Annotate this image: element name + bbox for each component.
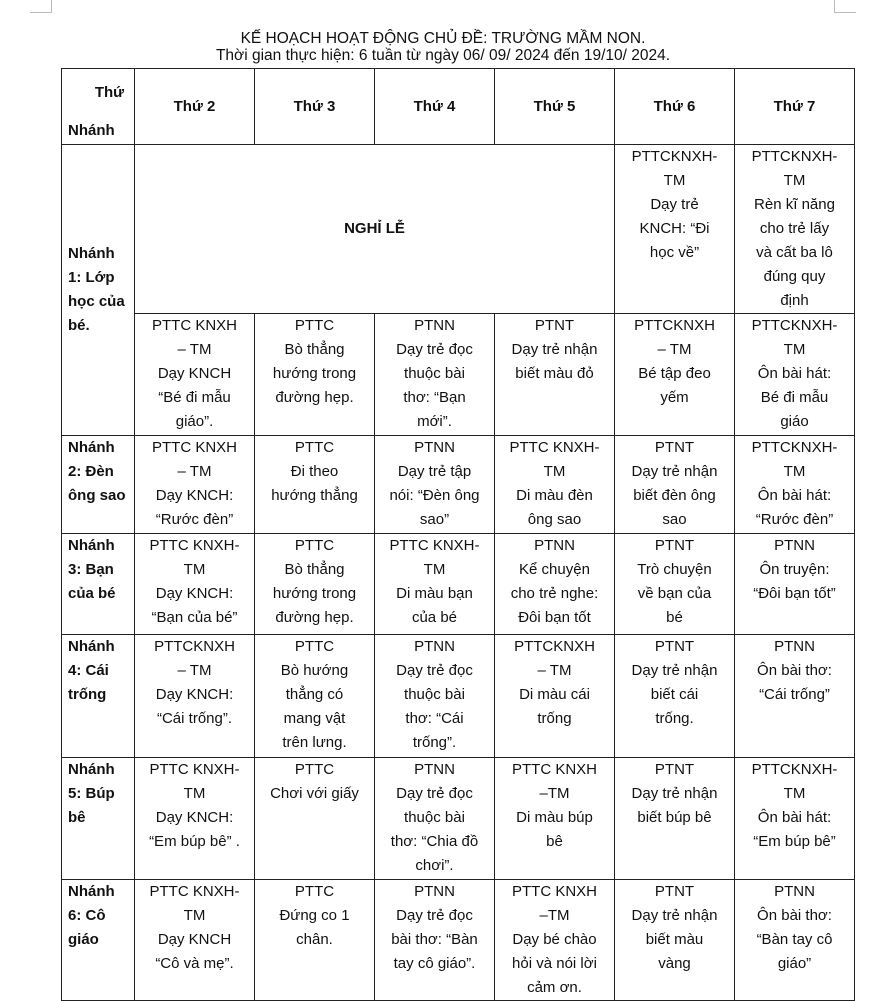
cell-line: về bạn của <box>637 585 712 602</box>
activity-cell <box>135 436 255 534</box>
cell-line: biết cái <box>650 686 699 703</box>
cell-line: mang vật <box>283 710 346 727</box>
cell-line: cảm ơn. <box>527 979 582 996</box>
corner-header-cell <box>62 69 135 145</box>
cell-line: Ôn bài thơ: <box>757 907 832 924</box>
cell-line: PTTCKNXH- <box>751 439 838 456</box>
activity-cell <box>735 635 855 758</box>
activity-cell <box>375 436 495 534</box>
cell-line: Đi theo <box>290 463 339 480</box>
cell-line: TM <box>783 341 806 358</box>
cell-line: bài thơ: “Bàn <box>391 931 478 948</box>
corner-label-branch: Nhánh <box>68 122 115 139</box>
activity-cell <box>135 880 255 1001</box>
activity-cell <box>495 758 615 880</box>
cell-line: Bé đi mẫu <box>760 389 829 406</box>
activity-cell <box>255 635 375 758</box>
cell-line: – TM <box>177 662 212 679</box>
cell-line: KNCH: “Đi <box>639 220 710 237</box>
cell-line: PTTC <box>294 761 335 778</box>
corner-label-day: Thứ <box>94 84 124 101</box>
cell-line: TM <box>783 463 806 480</box>
cell-line: trên lưng. <box>282 734 347 751</box>
activity-cell <box>495 436 615 534</box>
cell-line: thuộc bài <box>404 809 465 826</box>
cell-line: Dạy bé chào <box>512 931 597 948</box>
cell-line: Đôi bạn tốt <box>518 609 591 626</box>
cell-line: PTTC KNXH <box>151 317 237 334</box>
cell-line: TM <box>423 561 446 578</box>
activity-cell <box>615 635 735 758</box>
cell-line: PTNT <box>654 883 695 900</box>
cell-line: Dạy trẻ tập <box>397 463 472 480</box>
activity-cell <box>615 880 735 1001</box>
activity-cell <box>735 436 855 534</box>
cell-line: biết màu <box>645 931 704 948</box>
table-row <box>62 635 855 758</box>
cell-line: –TM <box>539 785 570 802</box>
cell-line: Dạy KNCH <box>157 365 232 382</box>
activity-cell <box>255 758 375 880</box>
cell-line: Đứng co 1 <box>279 907 350 924</box>
cell-line: Bò thẳng <box>284 561 345 578</box>
cell-line: PTNN <box>774 638 815 655</box>
activity-cell <box>615 534 735 635</box>
cell-line: Trò chuyện <box>637 561 712 578</box>
cell-line: giáo” <box>777 955 812 972</box>
day-header: Thứ 6 <box>615 69 735 145</box>
cell-line: Dạy KNCH: <box>155 686 234 703</box>
cell-line: PTTC <box>294 638 335 655</box>
cell-line: PTNT <box>654 439 695 456</box>
activity-cell <box>375 635 495 758</box>
cell-line: PTTC KNXH <box>511 883 597 900</box>
activity-cell <box>255 436 375 534</box>
cell-line: Dạy trẻ đọc <box>396 662 473 679</box>
cell-line: PTTC <box>294 317 335 334</box>
cell-line: Di màu búp <box>516 809 593 826</box>
cell-line: PTTC KNXH- <box>389 537 480 554</box>
cell-line: Dạy trẻ nhận <box>631 662 718 679</box>
cell-line: sao” <box>419 511 450 528</box>
cell-line: PTNN <box>414 761 455 778</box>
activity-cell <box>735 145 855 314</box>
cell-line: đúng quy <box>763 268 826 285</box>
cell-line: TM <box>783 785 806 802</box>
cell-line: PTTCKNXH <box>154 638 235 655</box>
cell-line: biết đèn ông <box>633 487 716 504</box>
cell-line: hướng thẳng <box>271 487 358 504</box>
cell-line: – TM <box>177 463 212 480</box>
activity-cell <box>615 758 735 880</box>
cell-line: tay cô giáo”. <box>393 955 476 972</box>
cell-line: TM <box>183 785 206 802</box>
cell-line: PTTC <box>294 439 335 456</box>
activity-cell <box>375 758 495 880</box>
cell-line: TM <box>663 172 686 189</box>
cell-line: Bò thẳng <box>284 341 345 358</box>
table-row <box>62 880 855 1001</box>
cell-line: Dạy KNCH: <box>155 809 234 826</box>
cell-line: “Em búp bê” . <box>149 833 240 850</box>
cell-line: Rèn kĩ năng <box>754 196 835 213</box>
cell-line: “Bàn tay cô <box>756 931 833 948</box>
cell-line: – TM <box>177 341 212 358</box>
cell-line: yếm <box>660 389 689 406</box>
cell-line: PTNN <box>414 317 455 334</box>
cell-line: –TM <box>539 907 570 924</box>
cell-line: “Bé đi mẫu <box>158 389 231 406</box>
cell-line: PTTC KNXH- <box>149 883 240 900</box>
cell-line: PTTCKNXH- <box>751 317 838 334</box>
page-corner-mark-right <box>834 0 856 13</box>
cell-line: TM <box>543 463 566 480</box>
cell-line: biết màu đỏ <box>515 365 594 382</box>
cell-line: định <box>780 292 809 309</box>
cell-line: Ôn bài thơ: <box>757 662 832 679</box>
cell-line: PTTC KNXH <box>151 439 237 456</box>
page-corner-mark-left <box>30 0 52 13</box>
cell-line: TM <box>183 561 206 578</box>
branch-label: Nhánh 2: Đèn ông sao <box>62 436 135 534</box>
cell-line: ông sao <box>527 511 582 528</box>
day-header: Thứ 4 <box>375 69 495 145</box>
day-header: Thứ 2 <box>135 69 255 145</box>
cell-line: “Em búp bê” <box>753 833 836 850</box>
cell-line: PTNN <box>774 883 815 900</box>
table-row <box>62 145 855 314</box>
cell-line: thơ: “Chia đồ <box>390 833 479 850</box>
header-row <box>62 69 855 145</box>
cell-line: của bé <box>411 609 458 626</box>
cell-line: “Cái trống” <box>759 686 830 703</box>
cell-line: Dạy trẻ đọc <box>396 785 473 802</box>
cell-line: Dạy trẻ nhận <box>631 463 718 480</box>
cell-line: PTTC <box>294 883 335 900</box>
document-title <box>0 30 886 64</box>
cell-line: PTNN <box>414 638 455 655</box>
cell-line: chơi”. <box>415 857 454 874</box>
title-line-2: Thời gian thực hiện: 6 tuần từ ngày 06/ 09/ 2024 đến 19/10/ 2024. <box>215 47 671 64</box>
cell-line: PTNN <box>414 439 455 456</box>
activity-cell <box>615 314 735 436</box>
cell-line: thuộc bài <box>404 686 465 703</box>
cell-line: Bé tập đeo <box>638 365 711 382</box>
cell-line: hướng trong <box>272 365 357 382</box>
cell-line: Kể chuyện <box>519 561 590 578</box>
cell-line: trống”. <box>412 734 457 751</box>
cell-line: Dạy trẻ nhận <box>631 907 718 924</box>
cell-line: PTNN <box>414 883 455 900</box>
cell-line: PTNT <box>654 638 695 655</box>
cell-line: trống <box>537 710 572 727</box>
cell-line: PTTCKNXH <box>514 638 595 655</box>
cell-line: thẳng có <box>285 686 344 703</box>
branch-label: Nhánh 6: Cô giáo <box>62 880 135 1001</box>
cell-line: Dạy trẻ nhận <box>511 341 598 358</box>
cell-line: vàng <box>658 955 691 972</box>
cell-line: PTNT <box>654 761 695 778</box>
cell-line: đường hẹp. <box>275 609 354 626</box>
cell-line: PTNN <box>534 537 575 554</box>
cell-line: bê <box>546 833 563 850</box>
cell-line: “Bạn của bé” <box>151 609 238 626</box>
cell-line: thuộc bài <box>404 365 465 382</box>
plan-table <box>61 68 855 1001</box>
cell-line: PTTCKNXH- <box>751 148 838 165</box>
day-header: Thứ 7 <box>735 69 855 145</box>
activity-cell <box>615 145 735 314</box>
cell-line: thơ: “Bạn <box>403 389 466 406</box>
cell-line: – TM <box>657 341 692 358</box>
cell-line: và cất ba lô <box>756 244 833 261</box>
title-line-1: KẾ HOẠCH HOẠT ĐỘNG CHỦ ĐỀ: TRƯỜNG MẦM NON. <box>240 30 646 47</box>
cell-line: sao <box>662 511 687 528</box>
cell-line: – TM <box>537 662 572 679</box>
cell-line: Bò hướng <box>280 662 349 679</box>
cell-line: Ôn truyện: <box>759 561 830 578</box>
cell-line: biết búp bê <box>637 809 712 826</box>
activity-cell <box>735 314 855 436</box>
activity-cell <box>375 534 495 635</box>
cell-line: Ôn bài hát: <box>757 487 832 504</box>
cell-line: Ôn bài hát: <box>757 809 832 826</box>
cell-line: giáo <box>780 413 809 430</box>
day-header: Thứ 3 <box>255 69 375 145</box>
cell-line: Dạy trẻ đọc <box>396 907 473 924</box>
cell-line: PTNT <box>654 537 695 554</box>
activity-cell <box>255 534 375 635</box>
cell-line: Chơi với giấy <box>270 785 359 802</box>
table-row <box>62 436 855 534</box>
activity-cell <box>615 436 735 534</box>
holiday-cell: NGHỈ LỄ <box>135 145 615 314</box>
activity-cell <box>375 880 495 1001</box>
cell-line: TM <box>783 172 806 189</box>
activity-cell <box>495 314 615 436</box>
cell-line: PTTC KNXH <box>511 761 597 778</box>
cell-line: đường hẹp. <box>275 389 354 406</box>
branch-label: Nhánh 1: Lớp học của bé. <box>62 145 135 436</box>
cell-line: Di màu bạn <box>396 585 473 602</box>
activity-cell <box>255 880 375 1001</box>
table-row <box>62 314 855 436</box>
cell-line: thơ: “Cái <box>405 710 464 727</box>
branch-label: Nhánh 4: Cái trống <box>62 635 135 758</box>
activity-cell <box>495 534 615 635</box>
cell-line: Di màu đèn <box>516 487 593 504</box>
cell-line: trống. <box>655 710 694 727</box>
cell-line: Ôn bài hát: <box>757 365 832 382</box>
cell-line: PTNN <box>774 537 815 554</box>
cell-line: PTTC KNXH- <box>509 439 600 456</box>
cell-line: PTTC KNXH- <box>149 761 240 778</box>
branch-label: Nhánh 5: Búp bê <box>62 758 135 880</box>
activity-cell <box>135 534 255 635</box>
cell-line: cho trẻ nghe: <box>510 585 599 602</box>
cell-line: “Cái trống”. <box>156 710 233 727</box>
activity-cell <box>135 758 255 880</box>
cell-line: hướng trong <box>272 585 357 602</box>
activity-cell <box>135 314 255 436</box>
cell-line: Dạy trẻ <box>650 196 699 213</box>
cell-line: “Rước đèn” <box>155 511 234 528</box>
cell-line: Di màu cái <box>519 686 590 703</box>
cell-line: học về” <box>649 244 700 261</box>
cell-line: cho trẻ lấy <box>759 220 830 237</box>
activity-cell <box>495 880 615 1001</box>
cell-line: PTTCKNXH <box>634 317 715 334</box>
table-row <box>62 534 855 635</box>
cell-line: PTTCKNXH- <box>751 761 838 778</box>
cell-line: “Rước đèn” <box>755 511 834 528</box>
activity-cell <box>735 758 855 880</box>
activity-cell <box>735 880 855 1001</box>
cell-line: Dạy trẻ đọc <box>396 341 473 358</box>
cell-line: Dạy KNCH: <box>155 585 234 602</box>
activity-cell <box>135 635 255 758</box>
cell-line: “Cô và mẹ”. <box>155 955 234 972</box>
cell-line: PTTC <box>294 537 335 554</box>
cell-line: PTNT <box>534 317 575 334</box>
day-header: Thứ 5 <box>495 69 615 145</box>
cell-line: Dạy KNCH <box>157 931 232 948</box>
cell-line: mới”. <box>417 413 452 430</box>
cell-line: PTTC KNXH- <box>149 537 240 554</box>
cell-line: Dạy KNCH: <box>155 487 234 504</box>
activity-cell <box>255 314 375 436</box>
cell-line: giáo”. <box>175 413 214 430</box>
cell-line: chân. <box>296 931 333 948</box>
cell-line: nói: “Đèn ông <box>389 487 480 504</box>
cell-line: hỏi và nói lời <box>512 955 597 972</box>
cell-line: PTTCKNXH- <box>631 148 718 165</box>
cell-line: “Đôi bạn tốt” <box>753 585 836 602</box>
branch-label: Nhánh 3: Bạn của bé <box>62 534 135 635</box>
table-row <box>62 758 855 880</box>
cell-line: TM <box>183 907 206 924</box>
cell-line: bé <box>666 609 683 626</box>
activity-cell <box>735 534 855 635</box>
activity-cell <box>495 635 615 758</box>
activity-cell <box>375 314 495 436</box>
cell-line: Dạy trẻ nhận <box>631 785 718 802</box>
